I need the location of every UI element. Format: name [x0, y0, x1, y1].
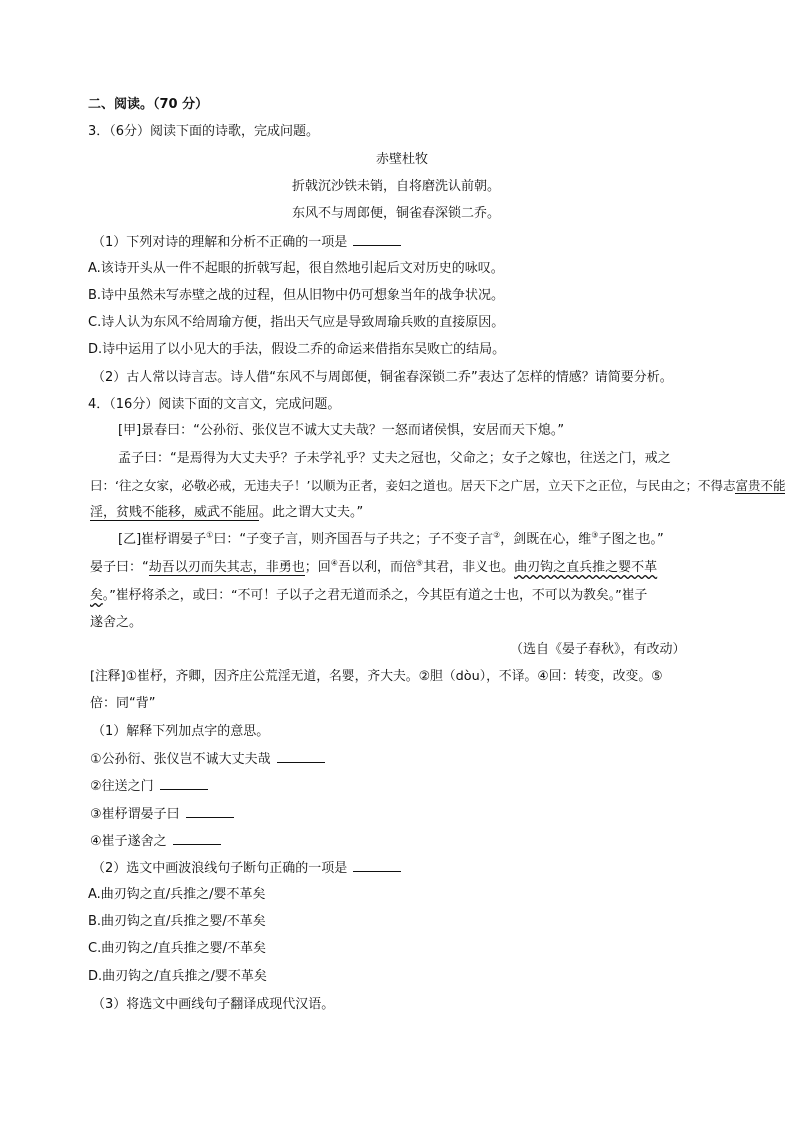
passage-text: 晏子曰：“ [90, 560, 149, 575]
word-item-1 [90, 750, 325, 769]
q3-sub2: （2）古人常以诗言志。诗人借“东风不与周郎便，铜雀春深锁二乔”表达了怎样的情感？请简要分析。 [92, 370, 673, 385]
note-mark: ① [206, 530, 214, 540]
wavy-underlined-sentence: 矣 [90, 588, 103, 603]
q3-option-d: D.诗中运用了以小见大的手法，假设二乔的命运来借指东吴败亡的结局。 [88, 342, 506, 357]
poem-title: 赤壁杜牧 [376, 152, 429, 167]
q4-sub3: （3）将选文中画线句子翻译成现代汉语。 [92, 997, 335, 1012]
q4-option-a: A.曲刃钩之直/兵推之/婴不革矣 [88, 887, 266, 902]
underlined-sentence: 劫吾以刃而失其志，非勇也 [148, 560, 305, 575]
answer-blank[interactable] [353, 859, 401, 872]
answer-blank[interactable] [277, 750, 325, 763]
passage-text: ，剑既在心，维 [500, 532, 592, 547]
passage-text: 吾以利，而倍 [337, 560, 416, 575]
poem-line-1: 折戟沉沙铁未销，自将磨洗认前朝。 [292, 179, 501, 194]
q4-sub2-text: （2）选文中画波浪线句子断句正确的一项是 [92, 861, 348, 876]
note-mark: ⑤ [415, 558, 424, 568]
poem-line-2: 东风不与周郎便，铜雀春深锁二乔。 [292, 206, 501, 221]
note-mark: ③ [591, 530, 599, 540]
q4-heading: 4．（16分）阅读下面的文言文，完成问题。 [88, 397, 341, 412]
answer-blank[interactable] [160, 777, 208, 790]
word-item-3 [90, 805, 234, 824]
passage-jia-line-1: [甲]景春曰：“公孙衍、张仪岂不诚大丈夫哉？一怒而诸侯惧，安居而天下熄。” [118, 423, 565, 438]
passage-yi-line-1 [118, 531, 664, 549]
passage-source: （选自《晏子春秋》，有改动） [510, 642, 686, 657]
passage-jia-line-3-text: 曰：‘往之女家，必敬必戒，无违夫子！’以顺为正者，妾妇之道也。居天下之广居，立天下之正位，与民由之；不得志 [90, 478, 736, 493]
passage-text: 子图之也。” [598, 532, 664, 547]
q3-heading: 3．（6分）阅读下面的诗歌，完成问题。 [88, 124, 320, 139]
q4-sub1: （1）解释下列加点字的意思。 [92, 724, 270, 739]
word-item-2 [90, 777, 208, 796]
note-mark: ② [493, 530, 501, 540]
passage-jia-line-2: 孟子曰：“是焉得为大丈夫乎？子未学礼乎？丈夫之冠也，父命之；女子之嫁也，往送之门，戒之 [118, 451, 671, 466]
q4-sub2 [92, 859, 401, 878]
passage-text: [乙]崔杼谓晏子 [118, 532, 207, 547]
passage-text: 曰：“子变子言，则齐国吾与子共之；子不变子言 [213, 532, 494, 547]
passage-yi-line-3 [90, 587, 647, 605]
passage-yi-line-4: 遂舍之。 [90, 615, 143, 630]
passage-text: 其君，非义也。 [423, 560, 515, 575]
annotation-line-1: [注释]①崔杼，齐卿，因齐庄公荒淫无道，名婴，齐大夫。②胆（dòu），不译。④回：转变，改变。⑤ [90, 669, 663, 684]
q4-option-c: C.曲刃钩之/直兵推之婴/不革矣 [88, 941, 266, 956]
answer-blank[interactable] [186, 805, 234, 818]
q3-option-c: C.诗人认为东风不给周瑜方便，指出天气应是导致周瑜兵败的直接原因。 [88, 315, 505, 330]
passage-text: ；回 [304, 560, 331, 575]
passage-jia-line-4 [90, 504, 363, 522]
q4-option-d: D.曲刃钩之/直兵推之/婴不革矣 [88, 969, 267, 984]
underlined-sentence: 富贵不能 [735, 478, 786, 493]
section-title: 二、阅读。（70 分） [88, 97, 209, 112]
underlined-sentence: 淫，贫贱不能移，威武不能屈 [90, 505, 260, 520]
passage-jia-line-4-text: 。此之谓大丈夫。” [259, 505, 364, 520]
word-item-text: ①公孙衍、张仪岂不诚大丈夫哉 [90, 752, 271, 767]
answer-blank[interactable] [173, 832, 221, 845]
q3-sub1 [92, 233, 401, 252]
q4-option-b: B.曲刃钩之直/兵推之婴/不革矣 [88, 914, 266, 929]
word-item-text: ②往送之门 [90, 779, 154, 794]
q3-option-b: B.诗中虽然未写赤壁之战的过程，但从旧物中仍可想象当年的战争状况。 [88, 288, 505, 303]
q3-option-a: A.该诗开头从一件不起眼的折戟写起，很自然地引起后文对历史的咏叹。 [88, 261, 504, 276]
word-item-4 [90, 832, 221, 851]
annotation-line-2: 倍：同“背” [90, 696, 156, 711]
word-item-text: ③崔杼谓晏子曰 [90, 807, 180, 822]
passage-text: 。”崔杼将杀之，或曰：“不可！子以子之君无道而杀之，今其臣有道之士也，不可以为教矣。”崔子 [102, 588, 648, 603]
answer-blank[interactable] [353, 233, 401, 246]
word-item-text: ④崔子遂舍之 [90, 834, 167, 849]
passage-jia-line-3 [90, 477, 785, 495]
wavy-underlined-sentence: 曲刃钩之直兵推之婴不革 [514, 560, 658, 575]
passage-yi-line-2 [90, 559, 657, 577]
q3-sub1-text: （1）下列对诗的理解和分析不正确的一项是 [92, 235, 348, 250]
note-mark: ④ [330, 558, 338, 568]
